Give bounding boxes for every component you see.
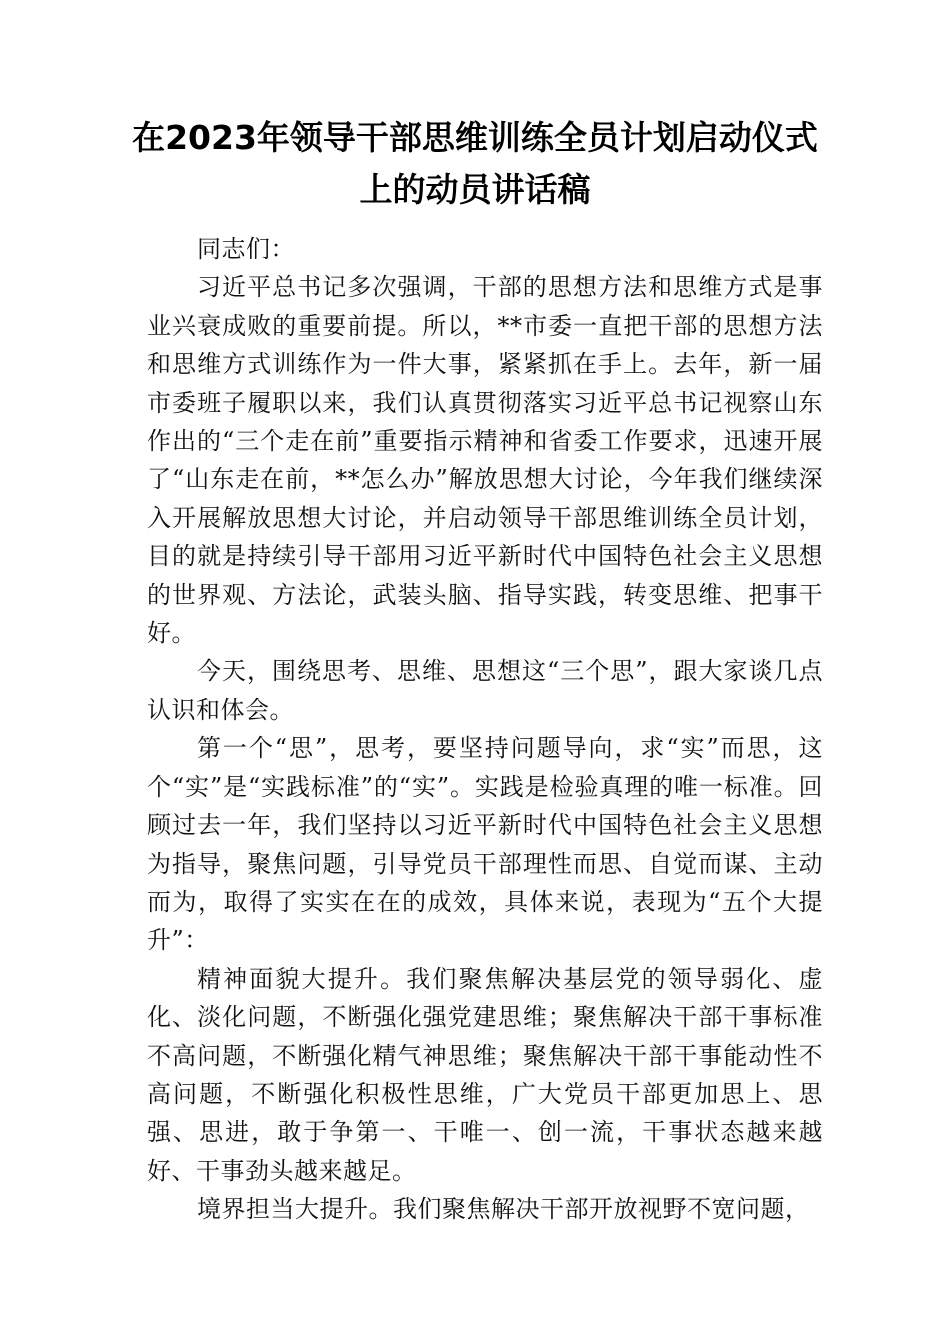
- body-paragraph: 第一个“思”，思考，要坚持问题导向，求“实”而思，这个“实”是“实践标准”的“实”。实践是检验真理的唯一标准。回顾过去一年，我们坚持以习近平新时代中国特色社会主义思想为指导，聚焦问题，引导党员干部理性而思、自觉而谋、主动而为，取得了实实在在的成效，具体来说，表现为“五个大提升”：: [147, 734, 823, 955]
- document-body: [147, 230, 823, 1229]
- document-title: 在2023年领导干部思维训练全员计划启动仪式上的动员讲话稿: [132, 118, 818, 209]
- body-paragraph: 境界担当大提升。我们聚焦解决干部开放视野不宽问题，: [197, 1195, 810, 1224]
- body-paragraph: 今天，围绕思考、思维、思想这“三个思”，跟大家谈几点认识和体会。: [147, 657, 823, 724]
- body-paragraph: 精神面貌大提升。我们聚焦解决基层党的领导弱化、虚化、淡化问题，不断强化强党建思维；聚焦解决干部干事标准不高问题，不断强化精气神思维；聚焦解决干部干事能动性不高问题，不断强化积极性思维，广大党员干部更加思上、思强、思进，敢于争第一、干唯一、创一流，干事状态越来越好、干事劲头越来越足。: [147, 964, 823, 1185]
- body-paragraph: 习近平总书记多次强调，干部的思想方法和思维方式是事业兴衰成败的重要前提。所以，**市委一直把干部的思想方法和思维方式训练作为一件大事，紧紧抓在手上。去年，新一届市委班子履职以来，我们认真贯彻落实习近平总书记视察山东作出的“三个走在前”重要指示精神和省委工作要求，迅速开展了“山东走在前，**怎么办”解放思想大讨论，今年我们继续深入开展解放思想大讨论，并启动领导干部思维训练全员计划，目的就是持续引导干部用习近平新时代中国特色社会主义思想的世界观、方法论，武装头脑、指导实践，转变思维、把事干好。: [147, 273, 823, 648]
- salutation-paragraph: 同志们：: [197, 235, 295, 263]
